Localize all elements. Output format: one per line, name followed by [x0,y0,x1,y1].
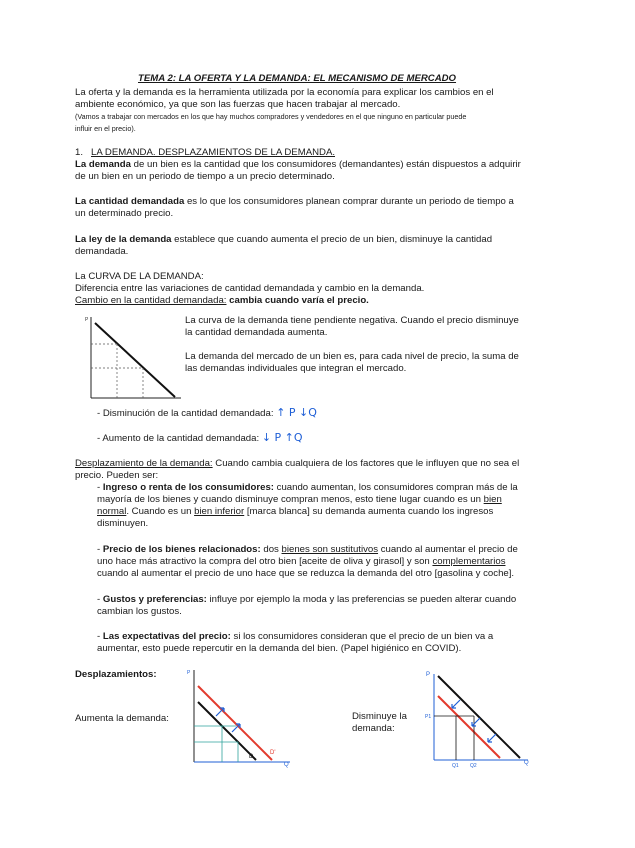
dec-q2-label: Q2 [470,763,477,769]
quantity-change-line [75,295,369,307]
curve-difference-line: Diferencia entre las variaciones de cantidad demandada y cambio en la demanda. [75,283,425,294]
income-rest: cuando aumentan, los consumidores compran más de la [274,482,518,493]
graph-p-label: P [85,317,89,323]
decrease-demand-label-2: demanda: [352,723,395,734]
increase-demand-label: Aumenta la demanda: [75,713,169,724]
income-mid: . Cuando es un [126,506,195,517]
intro-line-1: La oferta y la demanda es la herramienta utilizada por la economía para explicar los cambios en el [75,87,494,98]
quantity-term: La cantidad demandada [75,196,185,207]
expectations-line-2: aumentar, esto puede repercutir en la demanda del bien. (Papel higiénico en COVID). [97,643,462,654]
shift-line-1 [75,458,519,470]
taste-line-2: cambian los gustos. [97,606,182,617]
inc-demand-d-prime [198,686,272,760]
dec-shift-arrow-1 [452,700,460,708]
expectations-term: Las expectativas del precio: [102,631,231,642]
demand-curve-graph [83,313,183,405]
expectations-rest: si los consumidores consideran que el precio de un bien va a [230,631,494,642]
income-line-1: - Ingreso o renta de los consumidores: cuando aumentan, los consumidores compran más de la [97,482,518,493]
quantity-change-bold: cambia cuando varía el precio. [226,295,369,306]
law-definition-rest: establece que cuando aumenta el precio de un bien, disminuye la cantidad [171,234,493,245]
related-line-3: cuando al aumentar el precio de uno hace que se reduzca la demanda del otro [gasolina y coche]. [97,568,515,579]
income-line-3 [97,506,493,518]
income-line-2-text: mayoría de los bienes y cuando disminuye compran menos, esto tiene lugar cuando es un [97,494,484,505]
income-line-3-rest: [marca blanca] su demanda aumenta cuando los ingresos [244,506,494,517]
expectations-line-1: - Las expectativas del precio: si los consumidores consideran que el precio de un bien va a [97,631,494,642]
dec-q1-label: Q1 [452,763,459,769]
demand-definition-line-1 [75,159,521,171]
increase-quantity-text: - Aumento de la cantidad demandada: [97,433,260,444]
related-term: Precio de los bienes relacionados: [102,544,261,555]
curve-paragraph-1-line-2: la cantidad demandada aumenta. [185,327,328,338]
related-substitutes: bienes son sustitutivos [281,544,379,555]
quantity-change-label: Cambio en la cantidad demandada: [75,295,227,306]
taste-line-1: - Gustos y preferencias: influye por ejemplo la moda y las preferencias se pueden alterar cuando [97,594,517,605]
demand-definition-line-2: de un bien en un periodo de tiempo a un precio determinado. [75,171,335,182]
decrease-quantity-line [97,407,317,420]
income-line-2 [97,494,502,506]
decrease-quantity-text: - Disminución de la cantidad demandada: [97,408,274,419]
inc-d-label: D [249,754,254,760]
law-term: La ley de la demanda [75,234,172,245]
increase-quantity-handwriting: ↓ P ↑Q [261,431,303,444]
increase-quantity-line [97,432,303,445]
increase-demand-graph [186,668,292,768]
inc-demand-d [198,702,256,760]
intro-note-1: (Vamos a trabajar con mercados en los que hay muchos compradores y vendedores en el que ninguno en particular puede [75,112,467,121]
related-line-2-text: uno hace más atractivo la compra del otro bien [aceite de oliva y girasol] y son [97,556,433,567]
law-of-demand-line-1 [75,234,492,246]
decrease-quantity-handwriting: ↑ P ↓Q [276,406,317,419]
shift-label: Desplazamiento de la demanda: [75,458,213,469]
dec-shift-arrow-3 [488,734,496,742]
dec-shift-arrow-2 [472,718,480,726]
curve-paragraph-2-line-2: las demandas individuales que integran el mercado. [185,363,407,374]
taste-term: Gustos y preferencias: [102,594,207,605]
related-complements: complementarios [432,556,506,567]
page-title: TEMA 2: LA OFERTA Y LA DEMANDA: EL MECANISMO DE MERCADO [138,73,457,84]
income-normal: normal [97,506,127,517]
income-line-4: disminuyen. [97,518,149,529]
related-a: dos [260,544,282,555]
law-of-demand-line-2: demandada. [75,246,129,257]
section-1-heading [75,147,335,159]
shift-rest: Cuando cambia cualquiera de los factores que le influyen que no sea el [212,458,520,469]
inc-d-prime-label: D' [270,750,276,756]
related-rest: cuando al aumentar el precio de [378,544,518,555]
intro-note-2: influir en el precio). [75,124,136,133]
income-inferior: bien inferior [194,506,245,517]
income-term: Ingreso o renta de los consumidores: [102,482,274,493]
shifts-heading: Desplazamientos: [75,669,157,680]
dec-p1-label: P1 [425,714,432,720]
section-1-title: LA DEMANDA. DESPLAZAMIENTOS DE LA DEMANDA. [91,147,336,158]
decrease-demand-label-1: Disminuye la [352,711,407,722]
curve-heading: La CURVA DE LA DEMANDA: [75,271,204,282]
inc-q-label: Q [284,762,289,768]
related-line-1: - Precio de los bienes relacionados: dos bienes son sustitutivos cuando al aumentar el precio de [97,544,518,555]
curve-paragraph-1-line-1: La curva de la demanda tiene pendiente negativa. Cuando el precio disminuye [185,315,519,326]
demand-definition-rest: de un bien es la cantidad que los consumidores (demandantes) están dispuestos a adquirir [130,159,521,170]
dec-q-label: Q [524,760,529,766]
income-bien: bien [483,494,502,505]
related-line-2 [97,556,506,568]
quantity-definition-rest: es lo que los consumidores planean comprar durante un periodo de tiempo a [184,196,514,207]
intro-line-2: ambiente económico, ya que son las fuerzas que hacen trabajar al mercado. [75,99,401,110]
decrease-demand-graph [424,668,534,770]
dec-p-label: P [426,672,431,678]
demand-term: La demanda [75,159,131,170]
inc-p-label: P [187,670,191,676]
demand-line [95,323,175,397]
quantity-definition-line-2: un determinado precio. [75,208,174,219]
shift-line-2: precio. Pueden ser: [75,470,159,481]
taste-rest: influye por ejemplo la moda y las preferencias se pueden alterar cuando [206,594,517,605]
section-1-number: 1. [75,147,84,158]
curve-paragraph-2-line-1: La demanda del mercado de un bien es, para cada nivel de precio, la suma de [185,351,519,362]
dec-demand-d [438,676,520,758]
dec-demand-d-prime [438,696,500,758]
quantity-definition-line-1 [75,196,514,208]
